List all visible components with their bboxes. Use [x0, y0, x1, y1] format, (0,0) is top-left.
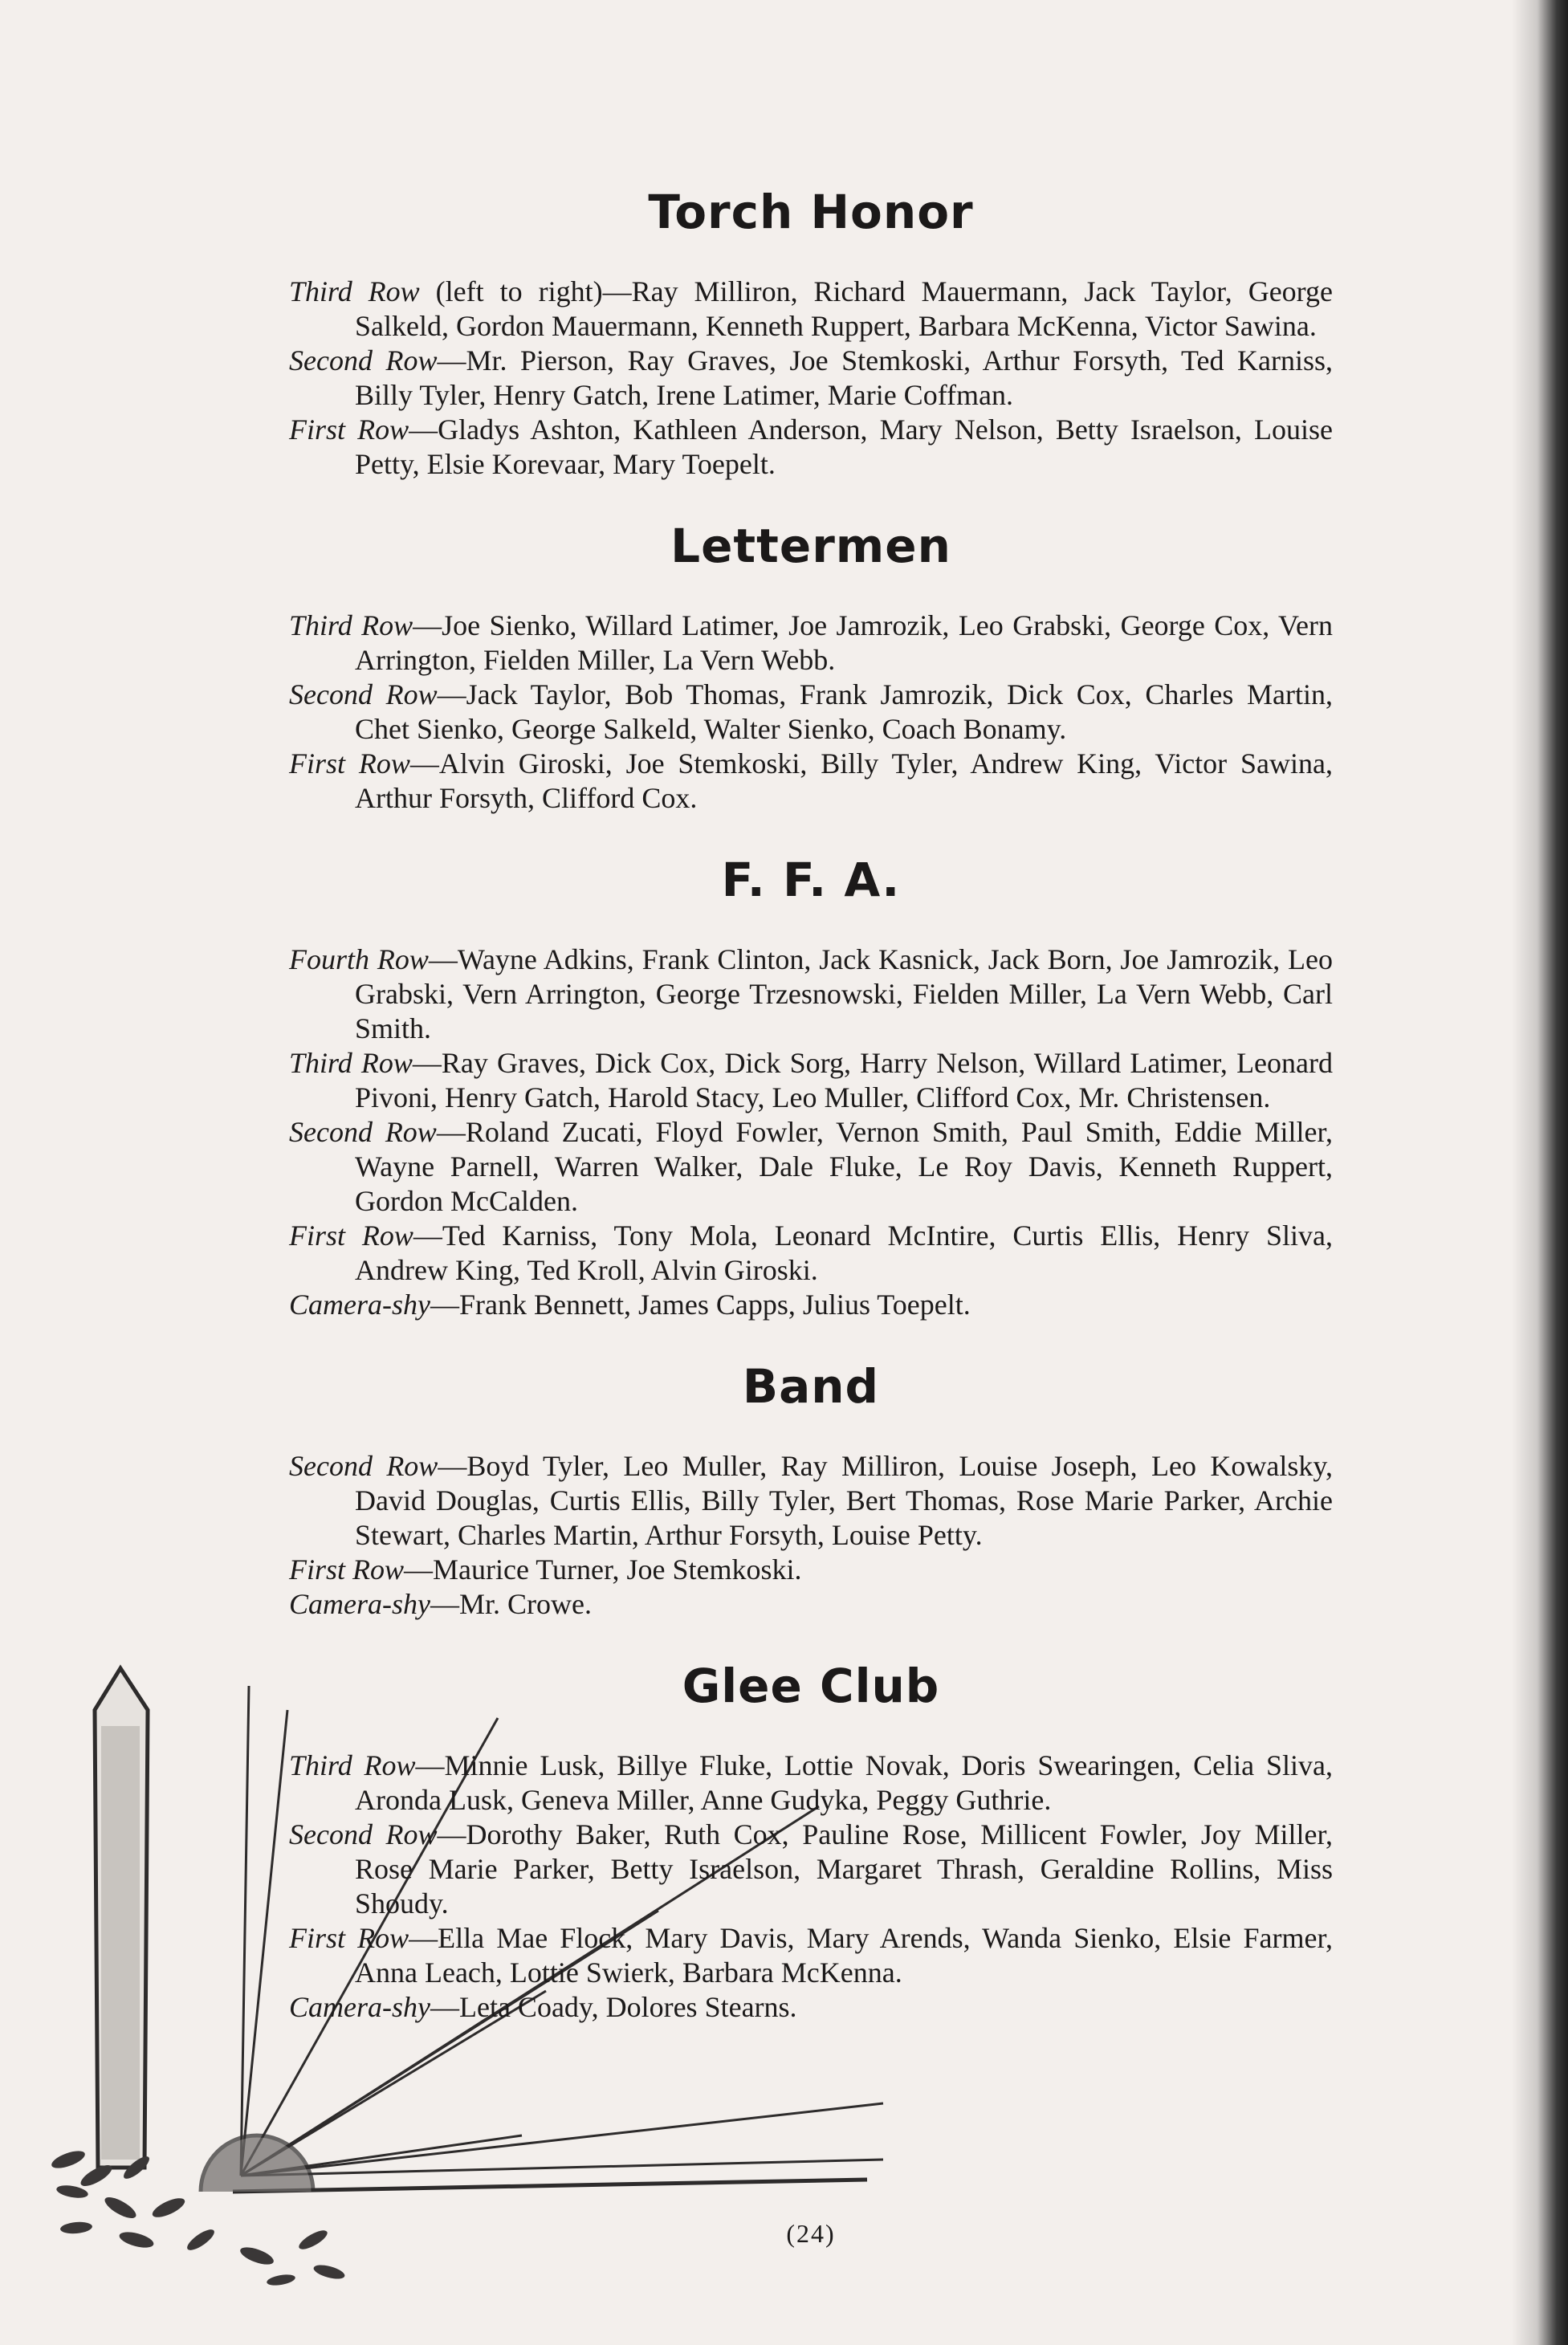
row-label: Third Row: [289, 275, 420, 307]
section-band: [289, 1359, 1333, 1622]
roster-row: [289, 1921, 1333, 1990]
row-names: —Mr. Pierson, Ray Graves, Joe Stemkoski, Arthur Forsyth, Ted Karniss, Billy Tyler, Henry Gatch, Irene Latimer, Marie Coffman.: [355, 344, 1334, 411]
row-label: First Row: [289, 1922, 409, 1954]
row-label: Third Row: [289, 1047, 413, 1079]
row-label: Camera-shy: [289, 1588, 430, 1620]
row-label: Second Row: [289, 678, 438, 710]
row-label: First Row: [289, 747, 410, 780]
row-names: —Ted Karniss, Tony Mola, Leonard McIntire, Curtis Ellis, Henry Sliva, Andrew King, Ted Kroll, Alvin Giroski.: [355, 1219, 1333, 1286]
roster-row: [289, 1818, 1333, 1921]
row-label: Third Row: [289, 609, 413, 641]
row-names: —Mr. Crowe.: [430, 1588, 592, 1620]
row-label: First Row: [289, 413, 409, 446]
row-label: First Row: [289, 1553, 405, 1586]
section-ffa: [289, 853, 1333, 1322]
row-names: —Frank Bennett, James Capps, Julius Toepelt.: [430, 1289, 971, 1321]
roster-row: [289, 1449, 1333, 1553]
row-names: —Leta Coady, Dolores Stearns.: [430, 1991, 797, 2023]
roster-row: [289, 1587, 1333, 1622]
roster-row: [289, 344, 1333, 413]
roster-row: [289, 413, 1333, 482]
roster-content: [289, 185, 1333, 2062]
roster-row: [289, 1046, 1333, 1115]
roster-row: [289, 1990, 1333, 2025]
row-label: Second Row: [289, 1450, 438, 1482]
page-edge-shadow: [1512, 0, 1568, 2345]
roster-row: [289, 1553, 1333, 1587]
row-label: Second Row: [289, 1818, 438, 1850]
roster-row: [289, 1288, 1333, 1322]
roster-row: [289, 1115, 1333, 1219]
section-title: Band: [742, 1359, 880, 1414]
row-names: —Gladys Ashton, Kathleen Anderson, Mary Nelson, Betty Israelson, Louise Petty, Elsie Korevaar, Mary Toepelt.: [355, 413, 1334, 480]
roster-row: [289, 747, 1333, 816]
row-names: —Alvin Giroski, Joe Stemkoski, Billy Tyler, Andrew King, Victor Sawina, Arthur Forsyth, Clifford Cox.: [355, 747, 1333, 814]
row-names: —Maurice Turner, Joe Stemkoski.: [404, 1553, 802, 1586]
row-names: —Boyd Tyler, Leo Muller, Ray Milliron, Louise Joseph, Leo Kowalsky, David Douglas, Curtis Ellis, Billy Tyler, Bert Thomas, Rose Marie Parker, Archie Stewart, Charles Martin, Arthur Forsyth, Louise Petty.: [355, 1450, 1333, 1551]
row-names: (left to right)—Ray Milliron, Richard Mauermann, Jack Taylor, George Salkeld, Gordon Mauermann, Kenneth Ruppert, Barbara McKenna, Victor Sawina.: [355, 275, 1333, 342]
row-names: —Joe Sienko, Willard Latimer, Joe Jamrozik, Leo Grabski, George Cox, Vern Arrington, Fielden Miller, La Vern Webb.: [355, 609, 1334, 676]
roster-row: [289, 275, 1333, 344]
row-names: —Dorothy Baker, Ruth Cox, Pauline Rose, Millicent Fowler, Joy Miller, Rose Marie Parker, Betty Israelson, Margaret Thrash, Geraldine Rollins, Miss Shoudy.: [355, 1818, 1333, 1920]
roster-row: [289, 1219, 1333, 1288]
row-label: Fourth Row: [289, 943, 429, 975]
row-label: Second Row: [289, 1116, 437, 1148]
row-names: —Roland Zucati, Floyd Fowler, Vernon Smith, Paul Smith, Eddie Miller, Wayne Parnell, Warren Walker, Dale Fluke, Le Roy Davis, Kenneth Ruppert, Gordon McCalden.: [355, 1116, 1333, 1217]
section-title: Lettermen: [670, 519, 951, 573]
row-names: —Jack Taylor, Bob Thomas, Frank Jamrozik, Dick Cox, Charles Martin, Chet Sienko, George Salkeld, Walter Sienko, Coach Bonamy.: [355, 678, 1333, 745]
roster-row: [289, 609, 1333, 678]
section-glee-club: [289, 1659, 1333, 2025]
roster-row: [289, 678, 1333, 747]
section-lettermen: [289, 519, 1333, 816]
page-number: (24): [786, 2219, 836, 2248]
roster-row: [289, 1749, 1333, 1818]
row-names: —Ray Graves, Dick Cox, Dick Sorg, Harry Nelson, Willard Latimer, Leonard Pivoni, Henry Gatch, Harold Stacy, Leo Muller, Clifford Cox, Mr. Christensen.: [355, 1047, 1334, 1113]
row-names: —Ella Mae Flock, Mary Davis, Mary Arends, Wanda Sienko, Elsie Farmer, Anna Leach, Lottie Swierk, Barbara McKenna.: [355, 1922, 1333, 1989]
section-title: Torch Honor: [648, 185, 974, 239]
row-label: Camera-shy: [289, 1991, 430, 2023]
row-label: Second Row: [289, 344, 438, 377]
section-title: Glee Club: [682, 1659, 940, 1713]
row-label: First Row: [289, 1219, 413, 1252]
row-label: Camera-shy: [289, 1289, 430, 1321]
row-label: Third Row: [289, 1749, 416, 1781]
section-torch-honor: [289, 185, 1333, 482]
row-names: —Wayne Adkins, Frank Clinton, Jack Kasnick, Jack Born, Joe Jamrozik, Leo Grabski, Vern Arrington, George Trzesnowski, Fielden Miller, La Vern Webb, Carl Smith.: [355, 943, 1333, 1044]
section-title: F. F. A.: [721, 853, 901, 907]
row-names: —Minnie Lusk, Billye Fluke, Lottie Novak, Doris Swearingen, Celia Sliva, Aronda Lusk, Geneva Miller, Anne Gudyka, Peggy Guthrie.: [355, 1749, 1333, 1816]
roster-row: [289, 942, 1333, 1046]
